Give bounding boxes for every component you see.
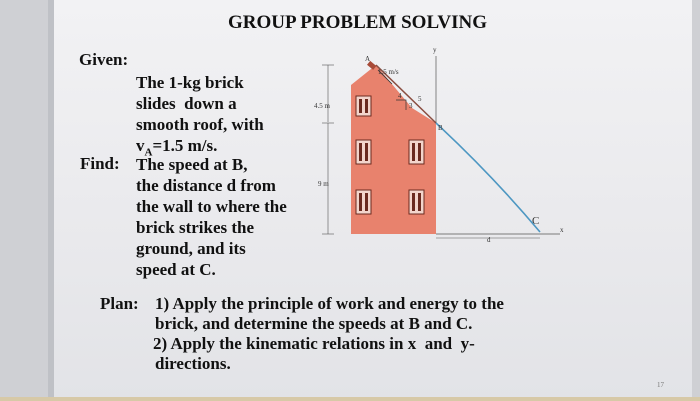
given-line: The 1-kg brick bbox=[136, 73, 244, 92]
find-line: the distance d from bbox=[136, 176, 276, 195]
window bbox=[409, 190, 424, 214]
find-line: The speed at B, bbox=[136, 155, 248, 174]
window-pane bbox=[365, 99, 368, 113]
label-point-c: C bbox=[532, 215, 540, 227]
label-point-a: A bbox=[365, 55, 371, 63]
window-pane bbox=[412, 143, 415, 161]
find-line: ground, and its bbox=[136, 239, 246, 258]
given-line: slides down a bbox=[136, 94, 237, 113]
plan-line: brick, and determine the speeds at B and C. bbox=[155, 314, 473, 333]
find-label: Find: bbox=[80, 154, 120, 173]
label-slope-3: 3 bbox=[409, 102, 413, 110]
window-pane bbox=[365, 193, 368, 211]
window-pane bbox=[418, 193, 421, 211]
bottom-strip bbox=[0, 397, 700, 401]
slide-title: GROUP PROBLEM SOLVING bbox=[228, 12, 488, 33]
label-axis-y: y bbox=[433, 46, 437, 54]
label-slope-4: 4 bbox=[398, 92, 402, 100]
label-distance-d: d bbox=[487, 236, 491, 244]
window-pane bbox=[412, 193, 415, 211]
label-point-b: B bbox=[438, 124, 443, 132]
find-line: the wall to where the bbox=[136, 197, 287, 216]
given-label: Given: bbox=[79, 50, 129, 69]
window-pane bbox=[365, 143, 368, 161]
find-line: speed at C. bbox=[136, 260, 216, 279]
page-number: 17 bbox=[657, 381, 664, 389]
plan-line: 2) Apply the kinematic relations in x and y- bbox=[153, 334, 475, 353]
given-line: $v_A=1.5$ m/s. bbox=[136, 136, 218, 159]
plan-line: 1) Apply the principle of work and energy to the bbox=[155, 294, 504, 313]
window bbox=[356, 140, 371, 164]
window-pane bbox=[359, 193, 362, 211]
label-axis-x: x bbox=[560, 226, 564, 234]
window-pane bbox=[359, 143, 362, 161]
trajectory bbox=[436, 123, 540, 232]
label-slope-5: 5 bbox=[418, 95, 422, 103]
window bbox=[356, 96, 371, 116]
label-height-roof: 4.5 m bbox=[314, 102, 330, 110]
label-height-wall: 9 m bbox=[318, 180, 329, 188]
window-pane bbox=[418, 143, 421, 161]
window bbox=[409, 140, 424, 164]
window bbox=[356, 190, 371, 214]
window-pane bbox=[359, 99, 362, 113]
plan-label: Plan: bbox=[100, 294, 139, 313]
plan-line: directions. bbox=[155, 354, 231, 373]
given-line: smooth roof, with bbox=[136, 115, 264, 134]
find-line: brick strikes the bbox=[136, 218, 255, 237]
label-velocity: 1.5 m/s bbox=[378, 68, 399, 76]
